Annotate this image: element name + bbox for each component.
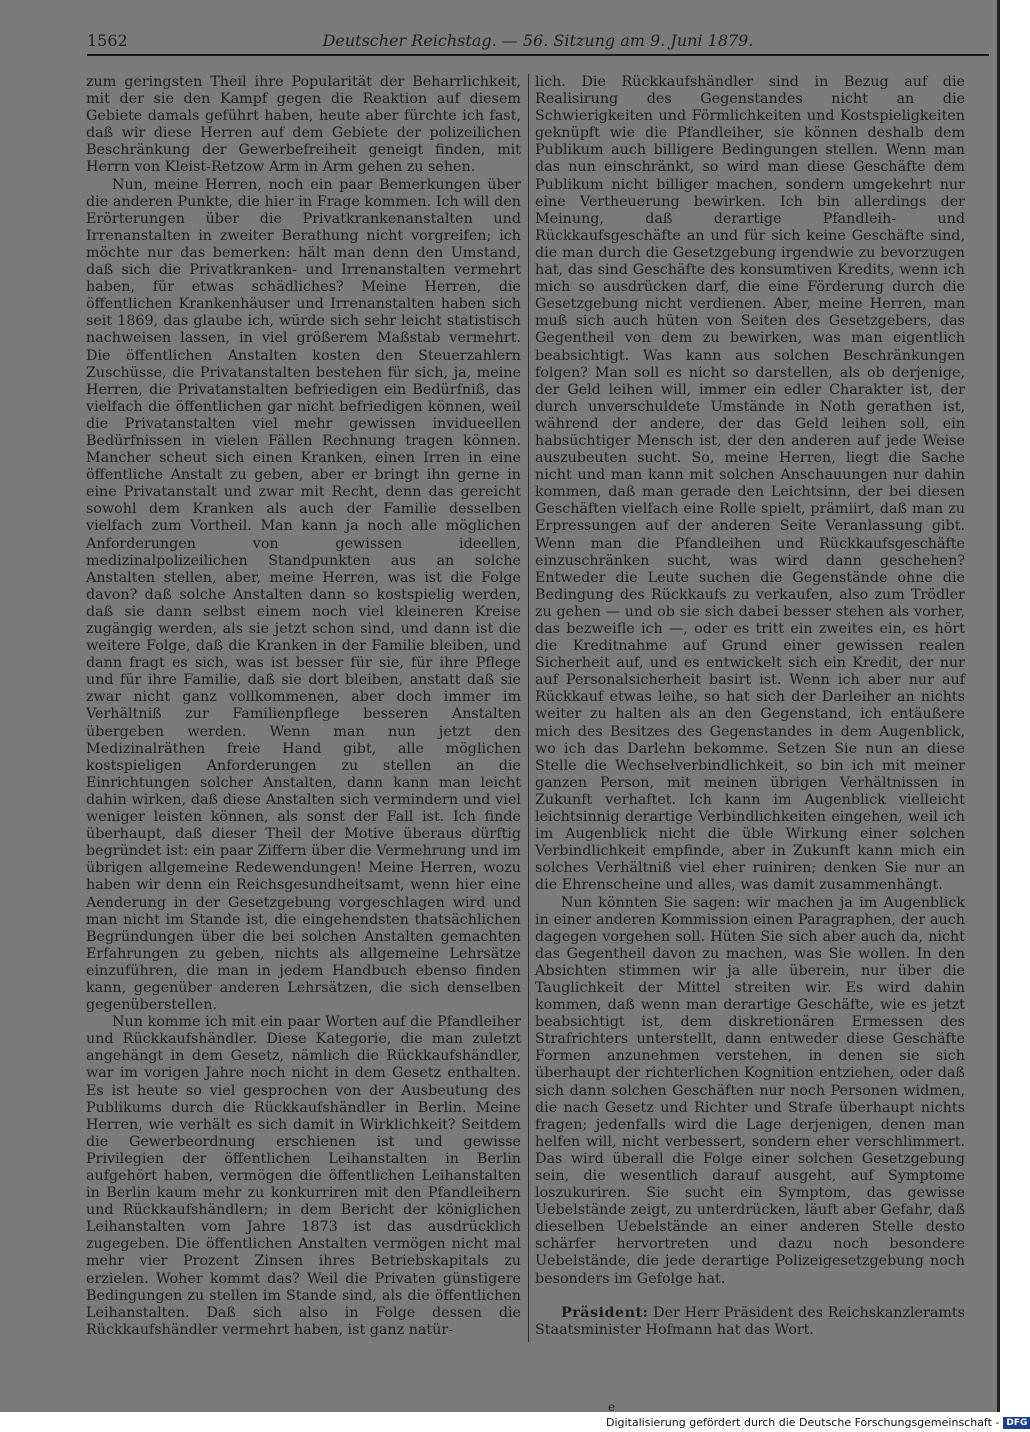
left-paragraph-1: zum geringsten Theil ihre Popularität der Beharrlichkeit, mit der sie den Kampf gegen die Reaktion auf diesem Gebiete damals geführt haben, heute aber fürchte ich fast, daß wir diese Herren auf dem Gebiete der polizeilichen Beschränkung der Gewerbefreiheit geneigt finden, mit Herrn von Kleist-Retzow Arm in Arm gehen zu sehen. xyxy=(86,74,521,176)
digitization-credit xyxy=(606,1414,1028,1432)
right-column xyxy=(535,74,965,1339)
page-header xyxy=(87,30,989,56)
dfg-logo: DFG xyxy=(1003,1417,1030,1429)
right-paragraph-1: lich. Die Rückkaufshändler sind in Bezug auf die Realisirung des Gegenstandes nicht an die Schwierigkeiten und Förmlichkeiten und Kostspieligkeiten geknüpft wie die Pfandleiher, sie können deshalb dem Publikum auch billigere Bedingungen stellen. Wenn man das nun einschränkt, so wird man diese Geschäfte dem Publikum nicht billiger machen, sondern umgekehrt nur eine Vertheuerung bewirken. Ich bin allerdings der Meinung, daß derartige Pfandleih- und Rückkaufsgeschäfte an und für sich keine Geschäfte sind, die man durch die Gesetzgebung irgendwie zu bevorzugen hat, das sind Geschäfte des konsumtiven Kredits, wenn ich mich so ausdrücken darf, die eine Förderung durch die Gesetzgebung nicht verdienen. Aber, meine Herren, man muß sich auch hüten von Seiten des Gesetzgebers, das Gegentheil von dem zu bewirken, was man eigentlich beabsichtigt. Was kann aus solchen Beschränkungen folgen? Man soll es nicht so darstellen, als ob derjenige, der Geld leihen will, immer ein edler Charakter ist, der durch unverschuldete Umstände in Noth gerathen ist, während der andere, der das Geld leihen soll, ein habsüchtiger Mensch ist, der den anderen auf jede Weise auszubeuten sucht. So, meine Herren, liegt die Sache nicht und man kann mit solchen Anschauungen nur dahin kommen, daß man gerade den Leichtsinn, der bei diesen Geschäften vielfach eine Rolle spielt, prämiirt, daß man zu Erpressungen auf der anderen Seite Veranlassung gibt. Wenn man die Pfandleihen und Rückkaufsgeschäfte einzuschränken sucht, was wird dann geschehen? Entweder die Leute suchen die Gegenstände ohne die Bedingung des Rückkaufs zu verkaufen, also zum Trödler zu gehen — und ob sie sich dabei besser stehen als vorher, das bezweifle ich —, oder es tritt ein zweites ein, es hört die Kreditnahme auf Grund einer gewissen realen Sicherheit auf, und es entwickelt sich ein Kredit, der nur auf Personalsicherheit basirt ist. Wenn ich aber nur auf Rückkauf etwas leihe, so hat sich der Darleiher an nichts weiter zu halten als an den Gegenstand, ich entäußere mich des Besitzes des Gegenstandes in dem Augenblick, wo ich das Darlehn bekomme. Setzen Sie nun an diese Stelle die Wechselverbindlichkeit, so bin ich mit meiner ganzen Person, mit meinen übrigen Verhältnissen in Zukunft verhaftet. Ich kann im Augenblick vielleicht leichtsinnig derartige Verbindlichkeiten eingehen, weil ich im Augenblick nicht die üble Wirkung einer solchen Verbindlichkeit empfinde, aber in Zukunft kann mich ein solches Verhältniß viel eher ruiniren; denken Sie nur an die Ehrenscheine und alles, was damit zusammenhängt. xyxy=(535,74,965,894)
left-column xyxy=(86,74,521,1339)
paragraph-spacer xyxy=(535,1288,965,1305)
page-mark: e xyxy=(608,1400,616,1414)
column-divider xyxy=(528,74,529,1342)
running-head: Deutscher Reichstag. — 56. Sitzung am 9. Juni 1879. xyxy=(322,31,754,50)
right-paragraph-2: Nun könnten Sie sagen: wir machen ja im Augenblick in einer anderen Kommission einen Paragraphen, der auch dagegen vorgehen soll. Hüten Sie sich aber auch da, nicht das Gegentheil davon zu machen, was Sie wollen. In den Absichten stimmen wir ja alle überein, nur über die Tauglichkeit der Mittel streiten wir. Es wird dahin kommen, daß wenn man derartige Geschäfte, wie es jetzt beabsichtigt ist, dem diskretionären Ermessen des Strafrichters unterstellt, dann entweder diese Geschäfte Formen anzunehmen verstehen, in denen sie sich überhaupt der richterlichen Kognition entziehen, oder daß sich dann solchen Geschäften nur noch Personen widmen, die nach Gesetz und Richter und Strafe überhaupt nichts fragen; jedenfalls wird die Lage derjenigen, denen man helfen will, nicht verbessert, sondern eher verschlimmert. Das wird überall die Folge einer solchen Gesetzgebung sein, die wesentlich darauf ausgeht, auf Symptome loszukuriren. Sie sucht ein Symptom, das gewisse Uebelstände zeigt, zu unterdrücken, läuft aber Gefahr, daß dieselben Uebelstände an einer anderen Stelle desto schärfer hervortreten und dazu noch besondere Uebelstände, die jede derartige Polizeigesetzgebung noch besonders im Gefolge hat. xyxy=(535,894,965,1287)
speaker-text: Der Herr Präsident des Reichskanzleramts Staatsminister Hofmann hat das Wort. xyxy=(535,1304,966,1338)
page-number: 1562 xyxy=(87,31,128,50)
left-paragraph-3: Nun komme ich mit ein paar Worten auf die Pfandleiher und Rückkaufshändler. Diese Kategorie, die man zuletzt angehängt in dem Gesetz, nämlich die Rückkaufshändler, war im vorigen Jahre noch nicht in dem Gesetz enthalten. Es ist heute so viel gesprochen von der Ausbeutung des Publikums durch die Rückkaufshändler in Berlin. Meine Herren, wie verhält es sich damit in Wirklichkeit? Seitdem die Gewerbeordnung erschienen ist und gewisse Privilegien der öffentlichen Leihanstalten in Berlin aufgehört haben, vermögen die öffentlichen Leihanstalten in Berlin kaum mehr zu konkurriren mit den Pfandleihern und Rückkaufshändlern; in dem Bericht der königlichen Leihanstalten vom Jahre 1873 ist das ausdrücklich zugegeben. Die öffentlichen Anstalten vermögen nicht mal mehr vier Prozent Zinsen ihres Betriebskapitals zu erzielen. Woher kommt das? Weil die Privaten günstigere Bedingungen zu stellen im Stande sind, als die öffentlichen Leihanstalten. Daß sich also in Folge dessen die Rückkaufshändler vermehrt haben, ist ganz natür- xyxy=(86,1014,521,1338)
speaker-label: Präsident: xyxy=(561,1304,649,1321)
speaker-paragraph xyxy=(535,1305,965,1339)
left-paragraph-2: Nun, meine Herren, noch ein paar Bemerkungen über die anderen Punkte, die hier in Frage kommen. Ich will den Erörterungen über die Privatkrankenanstalten und Irrenanstalten in zweiter Berathung nicht vorgreifen; ich möchte nur das bemerken: hält man denn den Umstand, daß sich die Privatkranken- und Irrenanstalten vermehrt haben, für etwas schädliches? Meine Herren, die öffentlichen Krankenhäuser und Irrenanstalten haben sich seit 1869, das glaube ich, würde sich sehr leicht statistisch nachweisen lassen, in viel größerem Maßstab vermehrt. Die öffentlichen Anstalten kosten den Steuerzahlern Zuschüsse, die Privatanstalten bestehen für sich, ja, meine Herren, die Privatanstalten befriedigen ein Bedürfniß, das vielfach die öffentlichen gar nicht befriedigen können, weil die Privatanstalten viel mehr gewissen invidueellen Bedürfnissen in vielen Fällen Rechnung tragen können. Mancher scheut sich einen Kranken, einen Irren in eine öffentliche Anstalt zu geben, aber er bringt ihn gerne in eine Privatanstalt und zwar mit Recht, denn das gereicht sowohl dem Kranken als auch der Familie desselben vielfach zum Vortheil. Man kann ja noch alle möglichen Anforderungen von gewissen ideellen, medizinalpolizeilichen Standpunkten aus an solche Anstalten stellen, aber, meine Herren, was ist die Folge davon? daß solche Anstalten dann so kostspielig werden, daß sie dann selbst einem noch viel kleineren Kreise zugängig werden, als sie jetzt schon sind, und dann ist die weitere Folge, daß die Kranken in der Familie bleiben, und dann fragt es sich, was ist besser für sie, für ihre Pflege und für ihre Familie, daß sie dort bleiben, anstatt daß sie zwar nicht ganz vollkommenen, aber doch immer im Verhältniß zur Familienpflege besseren Anstalten übergeben werden. Wenn man nun jetzt den Medizinalräthen freie Hand gibt, alle möglichen kostspieligen Anforderungen zu stellen an die Einrichtungen solcher Anstalten, dann kann man leicht dahin wirken, daß diese Anstalten sich vermindern und viel weniger leisten können, als sonst der Fall ist. Ich finde überhaupt, daß dieser Theil der Motive überaus dürftig begründet ist: ein paar Ziffern über die Vermehrung und im übrigen allgemeine Redewendungen! Meine Herren, wozu haben wir denn ein Reichsgesundheitsamt, wenn hier eine Aenderung in der Gesetzgebung vorgeschlagen wird und man nicht im Stande ist, die eingehendsten thatsächlichen Begründungen über die bei solchen Anstalten gemachten Erfahrungen zu geben, nichts als allgemeine Lehrsätze einzuführen, die man in jedem Handbuch ebenso finden kann, gegenüber anderen Lehrsätzen, die sich denselben gegenüberstellen. xyxy=(86,176,521,1014)
credit-text: Digitalisierung gefördert durch die Deutsche Forschungsgemeinschaft - xyxy=(606,1416,1000,1429)
